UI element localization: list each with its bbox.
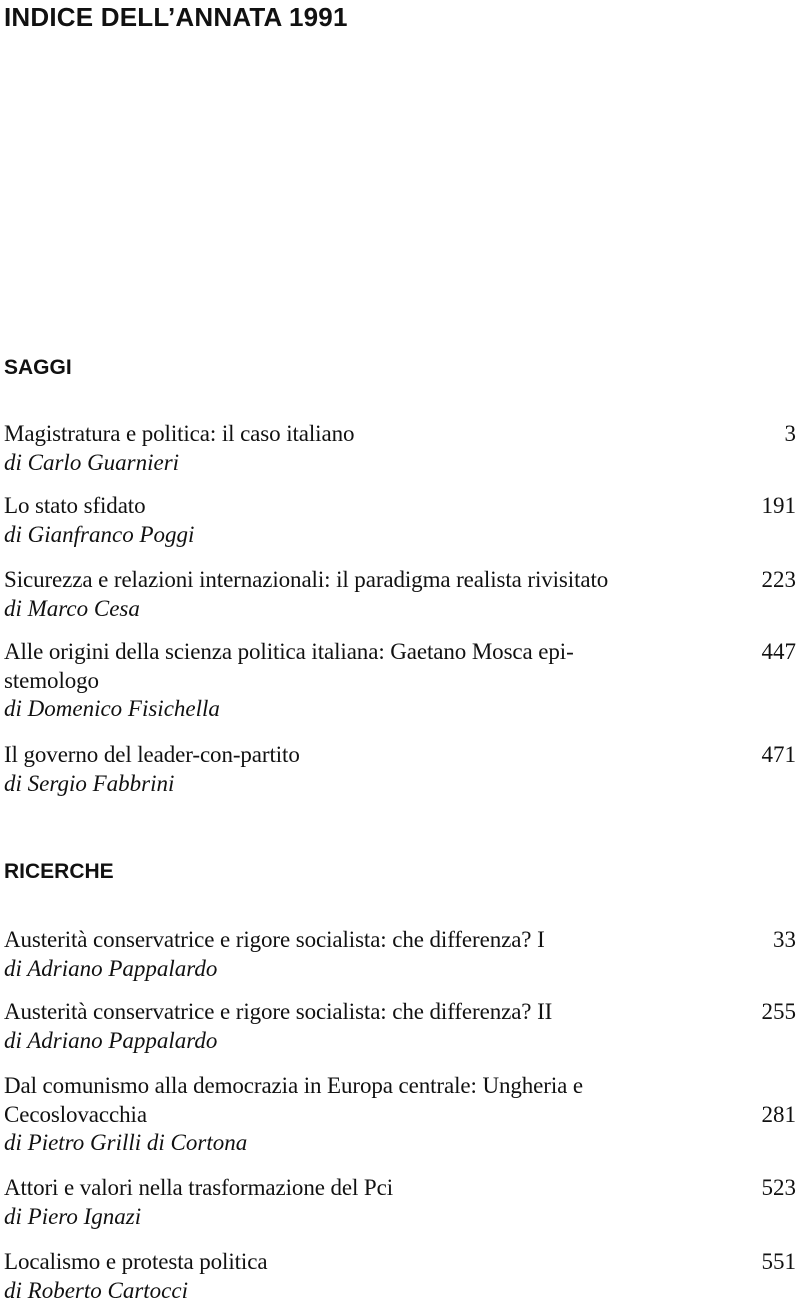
- entry-author: di Roberto Cartocci: [4, 1277, 796, 1305]
- toc-entry[interactable]: [4, 420, 796, 477]
- entry-title[interactable]: Austerità conservatrice e rigore socialista: che differenza? I: [4, 926, 704, 955]
- toc-entry[interactable]: [4, 638, 796, 724]
- toc-entry[interactable]: [4, 926, 796, 983]
- entry-author: di Carlo Guarnieri: [4, 449, 796, 478]
- entry-page-number[interactable]: 223: [736, 566, 796, 595]
- toc-entry[interactable]: [4, 1248, 796, 1305]
- entry-page-number[interactable]: 447: [736, 638, 796, 667]
- entry-title[interactable]: Austerità conservatrice e rigore socialista: che differenza? II: [4, 998, 704, 1027]
- toc-entry[interactable]: [4, 492, 796, 549]
- entry-title[interactable]: Lo stato sfidato: [4, 492, 704, 521]
- entry-page-number[interactable]: 33: [736, 926, 796, 955]
- entry-title-line-1[interactable]: Alle origini della scienza politica italiana: Gaetano Mosca epi-: [4, 638, 704, 667]
- entry-page-number[interactable]: 281: [736, 1101, 796, 1130]
- section-heading-saggi: SAGGI: [4, 354, 72, 382]
- entry-title-line-1[interactable]: Dal comunismo alla democrazia in Europa centrale: Ungheria e: [4, 1072, 704, 1101]
- toc-entry[interactable]: [4, 1174, 796, 1231]
- entry-page-number[interactable]: 255: [736, 998, 796, 1027]
- toc-entry[interactable]: [4, 1072, 796, 1158]
- entry-page-number[interactable]: 3: [736, 420, 796, 449]
- entry-title-line-2[interactable]: Cecoslovacchia: [4, 1101, 704, 1130]
- toc-entry[interactable]: [4, 566, 796, 623]
- entry-page-number[interactable]: 471: [736, 741, 796, 770]
- entry-author: di Adriano Pappalardo: [4, 1027, 796, 1056]
- entry-author: di Sergio Fabbrini: [4, 770, 796, 799]
- entry-author: di Pietro Grilli di Cortona: [4, 1129, 796, 1158]
- entry-title[interactable]: Attori e valori nella trasformazione del Pci: [4, 1174, 704, 1203]
- entry-page-number[interactable]: 523: [736, 1174, 796, 1203]
- entry-author: di Domenico Fisichella: [4, 695, 796, 724]
- entry-title[interactable]: Magistratura e politica: il caso italiano: [4, 420, 704, 449]
- entry-title-line-2[interactable]: stemologo: [4, 667, 704, 696]
- entry-author: di Adriano Pappalardo: [4, 955, 796, 984]
- entry-title[interactable]: Sicurezza e relazioni internazionali: il paradigma realista rivisitato: [4, 566, 704, 595]
- entry-title[interactable]: Localismo e protesta politica: [4, 1248, 704, 1277]
- section-heading-ricerche: RICERCHE: [4, 858, 114, 886]
- toc-entry[interactable]: [4, 741, 796, 798]
- entry-page-number[interactable]: 191: [736, 492, 796, 521]
- toc-entry[interactable]: [4, 998, 796, 1055]
- page-title: INDICE DELL’ANNATA 1991: [4, 0, 348, 34]
- entry-title[interactable]: Il governo del leader-con-partito: [4, 741, 704, 770]
- entry-author: di Gianfranco Poggi: [4, 521, 796, 550]
- entry-author: di Piero Ignazi: [4, 1203, 796, 1232]
- entry-page-number[interactable]: 551: [736, 1248, 796, 1277]
- entry-author: di Marco Cesa: [4, 595, 796, 624]
